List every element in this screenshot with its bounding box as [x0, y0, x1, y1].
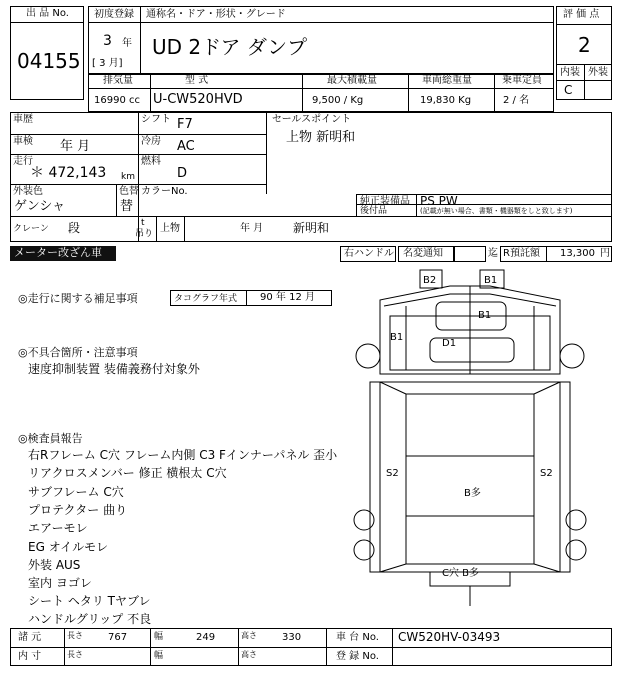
- diagram-d1: D1: [442, 338, 457, 349]
- tacho-value: 90 年 12 月: [260, 292, 315, 303]
- color-label: 外装色: [13, 186, 43, 197]
- inspector-line: 右Rフレーム C穴 フレーム内側 C3 Fインナーパネル 歪小: [28, 448, 338, 462]
- inspection-value: 年 月: [60, 139, 91, 154]
- divider: [392, 628, 393, 666]
- color-no-label: カラーNo.: [141, 186, 188, 197]
- displacement-label: 排気量: [103, 75, 133, 86]
- exterior-grade-label: 外装: [588, 67, 608, 78]
- inspection-label: 車検: [13, 136, 33, 147]
- sales-point-value: 上物 新明和: [286, 130, 356, 145]
- vehicle-name: UD 2ドア ダンプ: [152, 35, 308, 59]
- tacho-label: タコグラフ年式: [174, 294, 238, 304]
- chassis-label: 車 台 No.: [336, 632, 379, 643]
- color-value: ゲンシャ: [14, 199, 66, 214]
- ac-label: 冷房: [141, 136, 161, 147]
- model-value: U-CW520HVD: [153, 92, 243, 107]
- height-value: 330: [282, 632, 302, 643]
- divider: [356, 194, 612, 195]
- body-date: 年 月: [240, 223, 264, 234]
- divider: [10, 184, 266, 185]
- sales-point-label: セールスポイント: [272, 114, 352, 125]
- divider: [138, 112, 139, 242]
- divider: [556, 24, 612, 25]
- inspector-line: 外装 AUS: [28, 558, 81, 572]
- crane-stage: 段: [68, 221, 81, 235]
- mileage-value: ＊ 472,143: [30, 165, 107, 181]
- grade-label: 評 価 点: [563, 9, 600, 20]
- diagram-b2: B2: [423, 275, 437, 286]
- divider: [150, 74, 151, 112]
- crane-ton: t: [141, 218, 145, 228]
- divider: [584, 64, 585, 100]
- inspector-line: エアーモレ: [28, 521, 88, 535]
- divider: [88, 22, 554, 23]
- diagram-b1-cab: B1: [478, 310, 492, 321]
- first-reg-label: 初度登録: [94, 9, 134, 20]
- name-change-label: 名変通知: [403, 248, 443, 259]
- shift-label: シフト: [141, 114, 171, 125]
- length-label: 長さ: [67, 631, 83, 640]
- fuel-value: D: [177, 166, 188, 181]
- max-load-value: 9,500 / Kg: [312, 95, 364, 106]
- interior-grade-label: 内装: [560, 67, 580, 78]
- divider: [10, 154, 266, 155]
- supplement-title: ◎走行に関する補足事項: [18, 292, 138, 305]
- interior-width-label: 幅: [154, 651, 164, 661]
- recycle-label: R預託額: [503, 248, 540, 259]
- inspector-line: シート ヘタリ Tヤブレ: [28, 594, 151, 608]
- standard-equipment-value: PS PW: [420, 194, 458, 208]
- name-change-field: [454, 246, 486, 262]
- inspector-line: サブフレーム C穴: [28, 485, 124, 499]
- diagram-b1-top: B1: [484, 275, 498, 286]
- fuel-label: 燃料: [141, 156, 161, 167]
- inspector-line: リアクロスメンバー 修正 横根太 C穴: [28, 466, 227, 480]
- interior-grade-value: C: [564, 83, 573, 97]
- width-label: 幅: [154, 632, 164, 642]
- aftermarket-label: 後付品: [360, 206, 388, 216]
- inspector-line: EG オイルモレ: [28, 540, 109, 554]
- truck-diagram: [350, 266, 590, 628]
- reg-year: 3: [103, 33, 112, 49]
- divider: [302, 74, 303, 112]
- inspector-line: プロテクター 曲り: [28, 503, 128, 517]
- body-label: 上物: [160, 223, 180, 234]
- history-label: 車歴: [13, 114, 33, 125]
- divider: [10, 22, 84, 23]
- divider: [150, 628, 151, 666]
- divider: [64, 628, 65, 666]
- interior-length-label: 長さ: [67, 650, 83, 659]
- divider: [266, 112, 267, 194]
- shift-value: F7: [177, 117, 193, 132]
- aftermarket-note: (記載が無い場合、書類・機器類をしと致します): [420, 207, 573, 215]
- divider: [546, 246, 547, 262]
- displacement-value: 16990 cc: [94, 95, 140, 106]
- defects-line: 速度抑制装置 装備義務付対象外: [28, 362, 200, 376]
- divider: [408, 74, 409, 112]
- divider: [326, 628, 327, 666]
- divider: [140, 6, 141, 74]
- divider: [10, 134, 266, 135]
- inspector-line: 室内 ヨゴレ: [28, 576, 92, 590]
- lot-no-label: 出 品 No.: [26, 8, 69, 19]
- color-change-value: 替: [120, 199, 134, 214]
- grade-value: 2: [578, 33, 591, 57]
- divider: [116, 184, 117, 216]
- capacity-label: 乗車定員: [502, 75, 542, 86]
- chassis-value: CW520HV-03493: [398, 630, 501, 644]
- inspector-title: ◎検査員報告: [18, 432, 83, 445]
- width-value: 249: [196, 632, 216, 643]
- diagram-s2-left: S2: [386, 468, 399, 479]
- divider: [184, 216, 185, 242]
- diagram-s2-right: S2: [540, 468, 553, 479]
- interior-height-label: 高さ: [241, 650, 257, 659]
- divider: [10, 216, 612, 217]
- length-value: 767: [108, 632, 128, 643]
- divider: [246, 290, 247, 306]
- divider: [238, 628, 239, 666]
- capacity-value: 2 / 名: [503, 95, 530, 106]
- color-change-label: 色替: [119, 186, 139, 197]
- diagram-c-hole: C穴 B多: [442, 568, 480, 579]
- lot-no: 04155: [17, 49, 81, 73]
- yen-label: 円: [600, 248, 610, 259]
- gross-weight-value: 19,830 Kg: [420, 95, 472, 106]
- meter-notice-text: メーター改ざん車: [14, 246, 102, 259]
- return-label: 迄: [488, 248, 498, 259]
- divider: [10, 647, 612, 648]
- divider: [88, 88, 554, 89]
- ac-value: AC: [177, 139, 195, 154]
- divider: [356, 194, 357, 216]
- mileage-label: 走行: [13, 156, 33, 167]
- crane-hook: 吊り: [135, 229, 154, 239]
- reg-no-label: 登 録 No.: [336, 651, 379, 662]
- crane-label: クレーン: [13, 224, 49, 234]
- body-value: 新明和: [293, 221, 330, 235]
- reg-month: [ 3 月]: [92, 58, 123, 69]
- model-label: 型 式: [185, 75, 209, 86]
- diagram-b-many: B多: [464, 488, 481, 499]
- vehicle-name-label: 通称名・ドア・形状・グレード: [146, 9, 286, 20]
- right-handle: 右ハンドル: [344, 248, 394, 259]
- reg-year-unit: 年: [122, 38, 132, 49]
- max-load-label: 最大積載量: [327, 75, 377, 86]
- divider: [156, 216, 157, 242]
- diagram-b1-left: B1: [390, 332, 404, 343]
- gross-weight-label: 車両総重量: [422, 75, 472, 86]
- standard-equipment-label: 純正装備品: [360, 196, 410, 207]
- mileage-unit: km: [121, 172, 135, 182]
- interior-dims-label: 内 寸: [18, 651, 42, 662]
- divider: [416, 194, 417, 216]
- divider: [494, 74, 495, 112]
- recycle-value: 13,300: [560, 248, 595, 259]
- defects-title: ◎不具合箇所・注意事項: [18, 346, 138, 359]
- inspector-line: ハンドルグリップ 不良: [28, 612, 152, 626]
- dims-label: 諸 元: [18, 632, 42, 643]
- height-label: 高さ: [241, 631, 257, 640]
